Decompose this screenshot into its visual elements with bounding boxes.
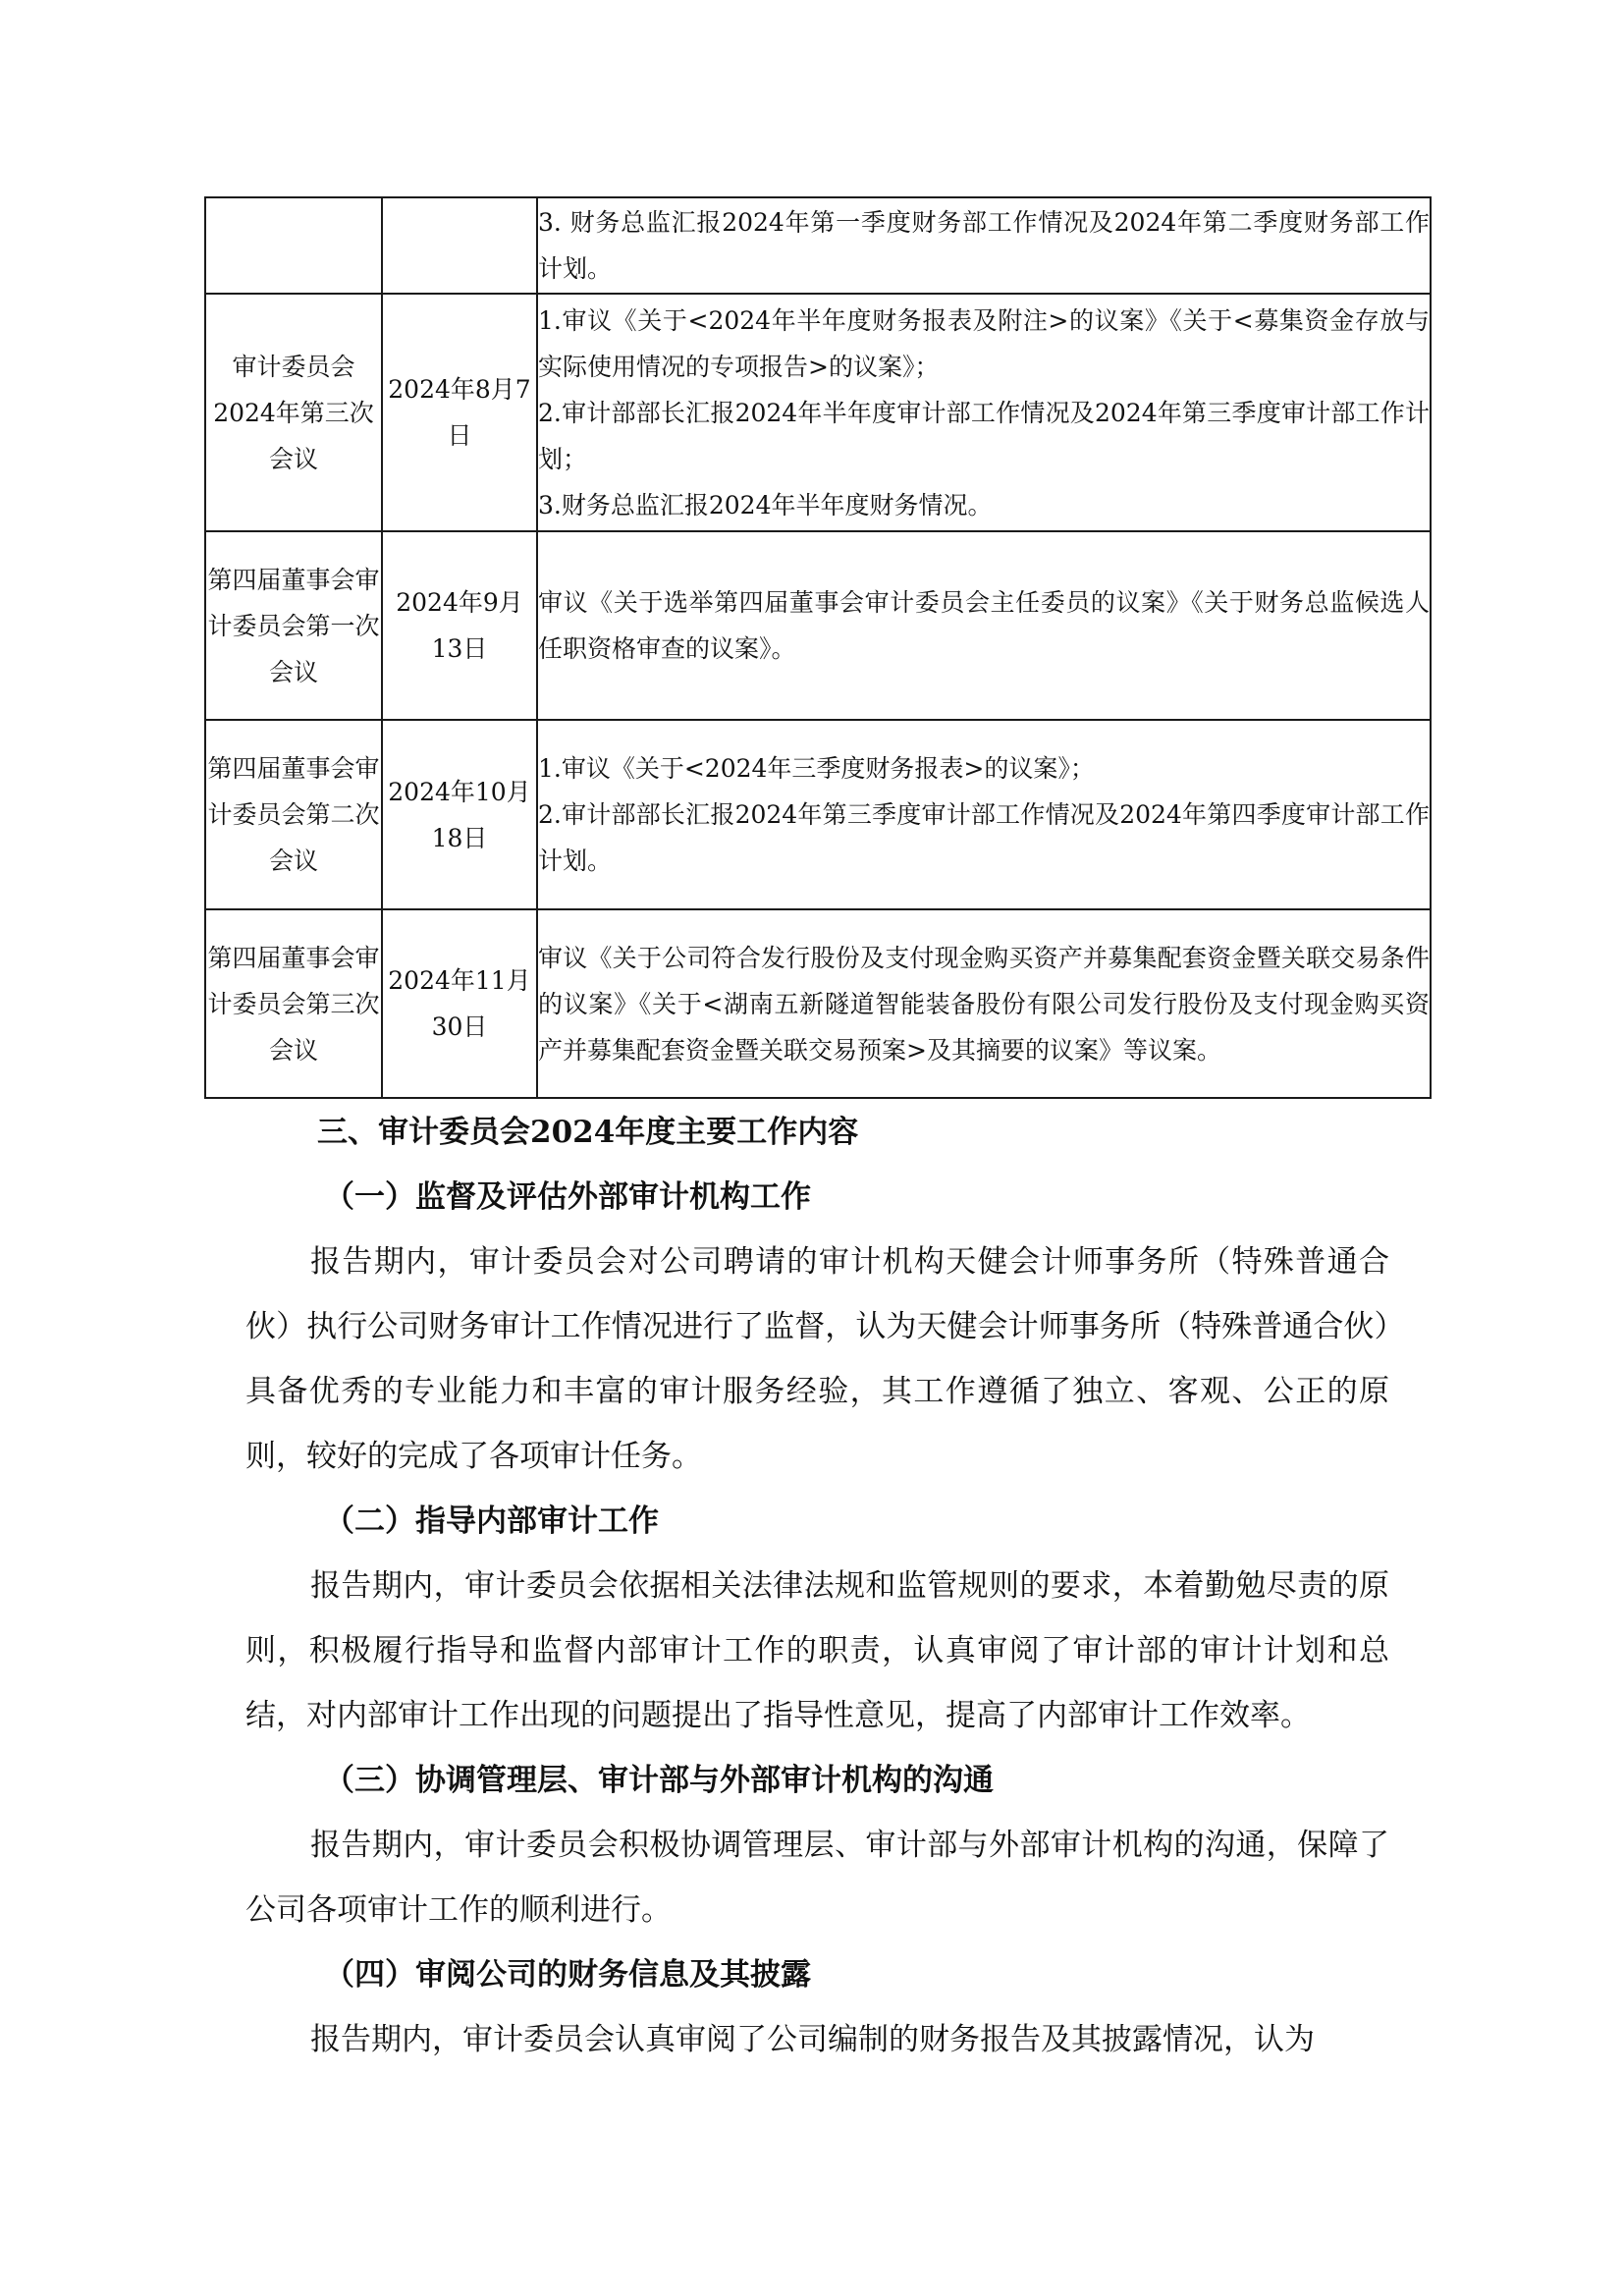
table-row [205,531,1431,720]
agenda-item: 2.审计部部长汇报2024年半年度审计部工作情况及2024年第三季度审计部工作计划； [538,398,1430,473]
meeting-agenda-cell [537,197,1431,294]
subsection-heading: （二）指导内部审计工作 [324,1503,659,1539]
section-heading: 三、审计委员会2024年度主要工作内容 [317,1115,859,1150]
agenda-item: 审议《关于公司符合发行股份及支付现金购买资产并募集配套资金暨关联交易条件的议案》《关于<湖南五新隧道智能装备股份有限公司发行股份及支付现金购买资产并募集配套资金暨关联交易预案>及其摘要的议案》等议案。 [538,943,1430,1065]
subsection-heading: （一）监督及评估外部审计机构工作 [324,1179,811,1215]
table-row [205,294,1431,531]
paragraph: 报告期内，审计委员会依据相关法律法规和监管规则的要求，本着勤勉尽责的原则，积极履行指导和监督内部审计工作的职责，认真审阅了审计部的审计计划和总结，对内部审计工作出现的问题提出了指导性意见，提高了内部审计工作效率。 [245,1568,1389,1733]
meeting-agenda-cell [537,909,1431,1098]
meeting-name-cell: 审计委员会2024年第三次会议 [205,294,382,531]
meeting-date-cell: 2024年9月13日 [382,531,537,720]
agenda-item: 1.审议《关于<2024年半年度财务报表及附注>的议案》《关于<募集资金存放与实际使用情况的专项报告>的议案》； [538,305,1430,381]
agenda-item: 2.审计部部长汇报2024年第三季度审计部工作情况及2024年第四季度审计部工作计划。 [538,800,1430,875]
agenda-item: 审议《关于选举第四届董事会审计委员会主任委员的议案》《关于财务总监候选人任职资格审查的议案》。 [538,588,1430,663]
table-row [205,909,1431,1098]
subsection-heading: （三）协调管理层、审计部与外部审计机构的沟通 [324,1763,994,1798]
meeting-agenda-cell [537,720,1431,909]
meeting-date-cell: 2024年8月7日 [382,294,537,531]
section-three [245,1100,1389,2072]
agenda-item: 1.审议《关于<2024年三季度财务报表>的议案》； [538,754,1095,783]
meeting-name-cell: 第四届董事会审计委员会第一次会议 [205,531,382,720]
meeting-name-cell: 第四届董事会审计委员会第三次会议 [205,909,382,1098]
meeting-date-cell: 2024年10月18日 [382,720,537,909]
paragraph: 报告期内，审计委员会积极协调管理层、审计部与外部审计机构的沟通，保障了公司各项审计工作的顺利进行。 [245,1828,1389,1928]
meeting-date-cell: 2024年11月30日 [382,909,537,1098]
meeting-name-cell: 第四届董事会审计委员会第二次会议 [205,720,382,909]
meeting-agenda-cell [537,294,1431,531]
table-row [205,720,1431,909]
paragraph: 报告期内，审计委员会认真审阅了公司编制的财务报告及其披露情况，认为 [310,2022,1315,2057]
paragraph: 报告期内，审计委员会对公司聘请的审计机构天健会计师事务所（特殊普通合伙）执行公司财务审计工作情况进行了监督，认为天健会计师事务所（特殊普通合伙）具备优秀的专业能力和丰富的审计服务经验，其工作遵循了独立、客观、公正的原则，较好的完成了各项审计任务。 [245,1244,1389,1474]
agenda-item: 3. 财务总监汇报2024年第一季度财务部工作情况及2024年第二季度财务部工作计划。 [538,208,1430,283]
subsection-heading: （四）审阅公司的财务信息及其披露 [324,1957,811,1993]
table-row [205,197,1431,294]
meeting-name-cell [205,197,382,294]
meeting-agenda-cell [537,531,1431,720]
meeting-date-cell [382,197,537,294]
meetings-table [204,196,1432,1099]
agenda-item: 3.财务总监汇报2024年半年度财务情况。 [538,490,993,519]
